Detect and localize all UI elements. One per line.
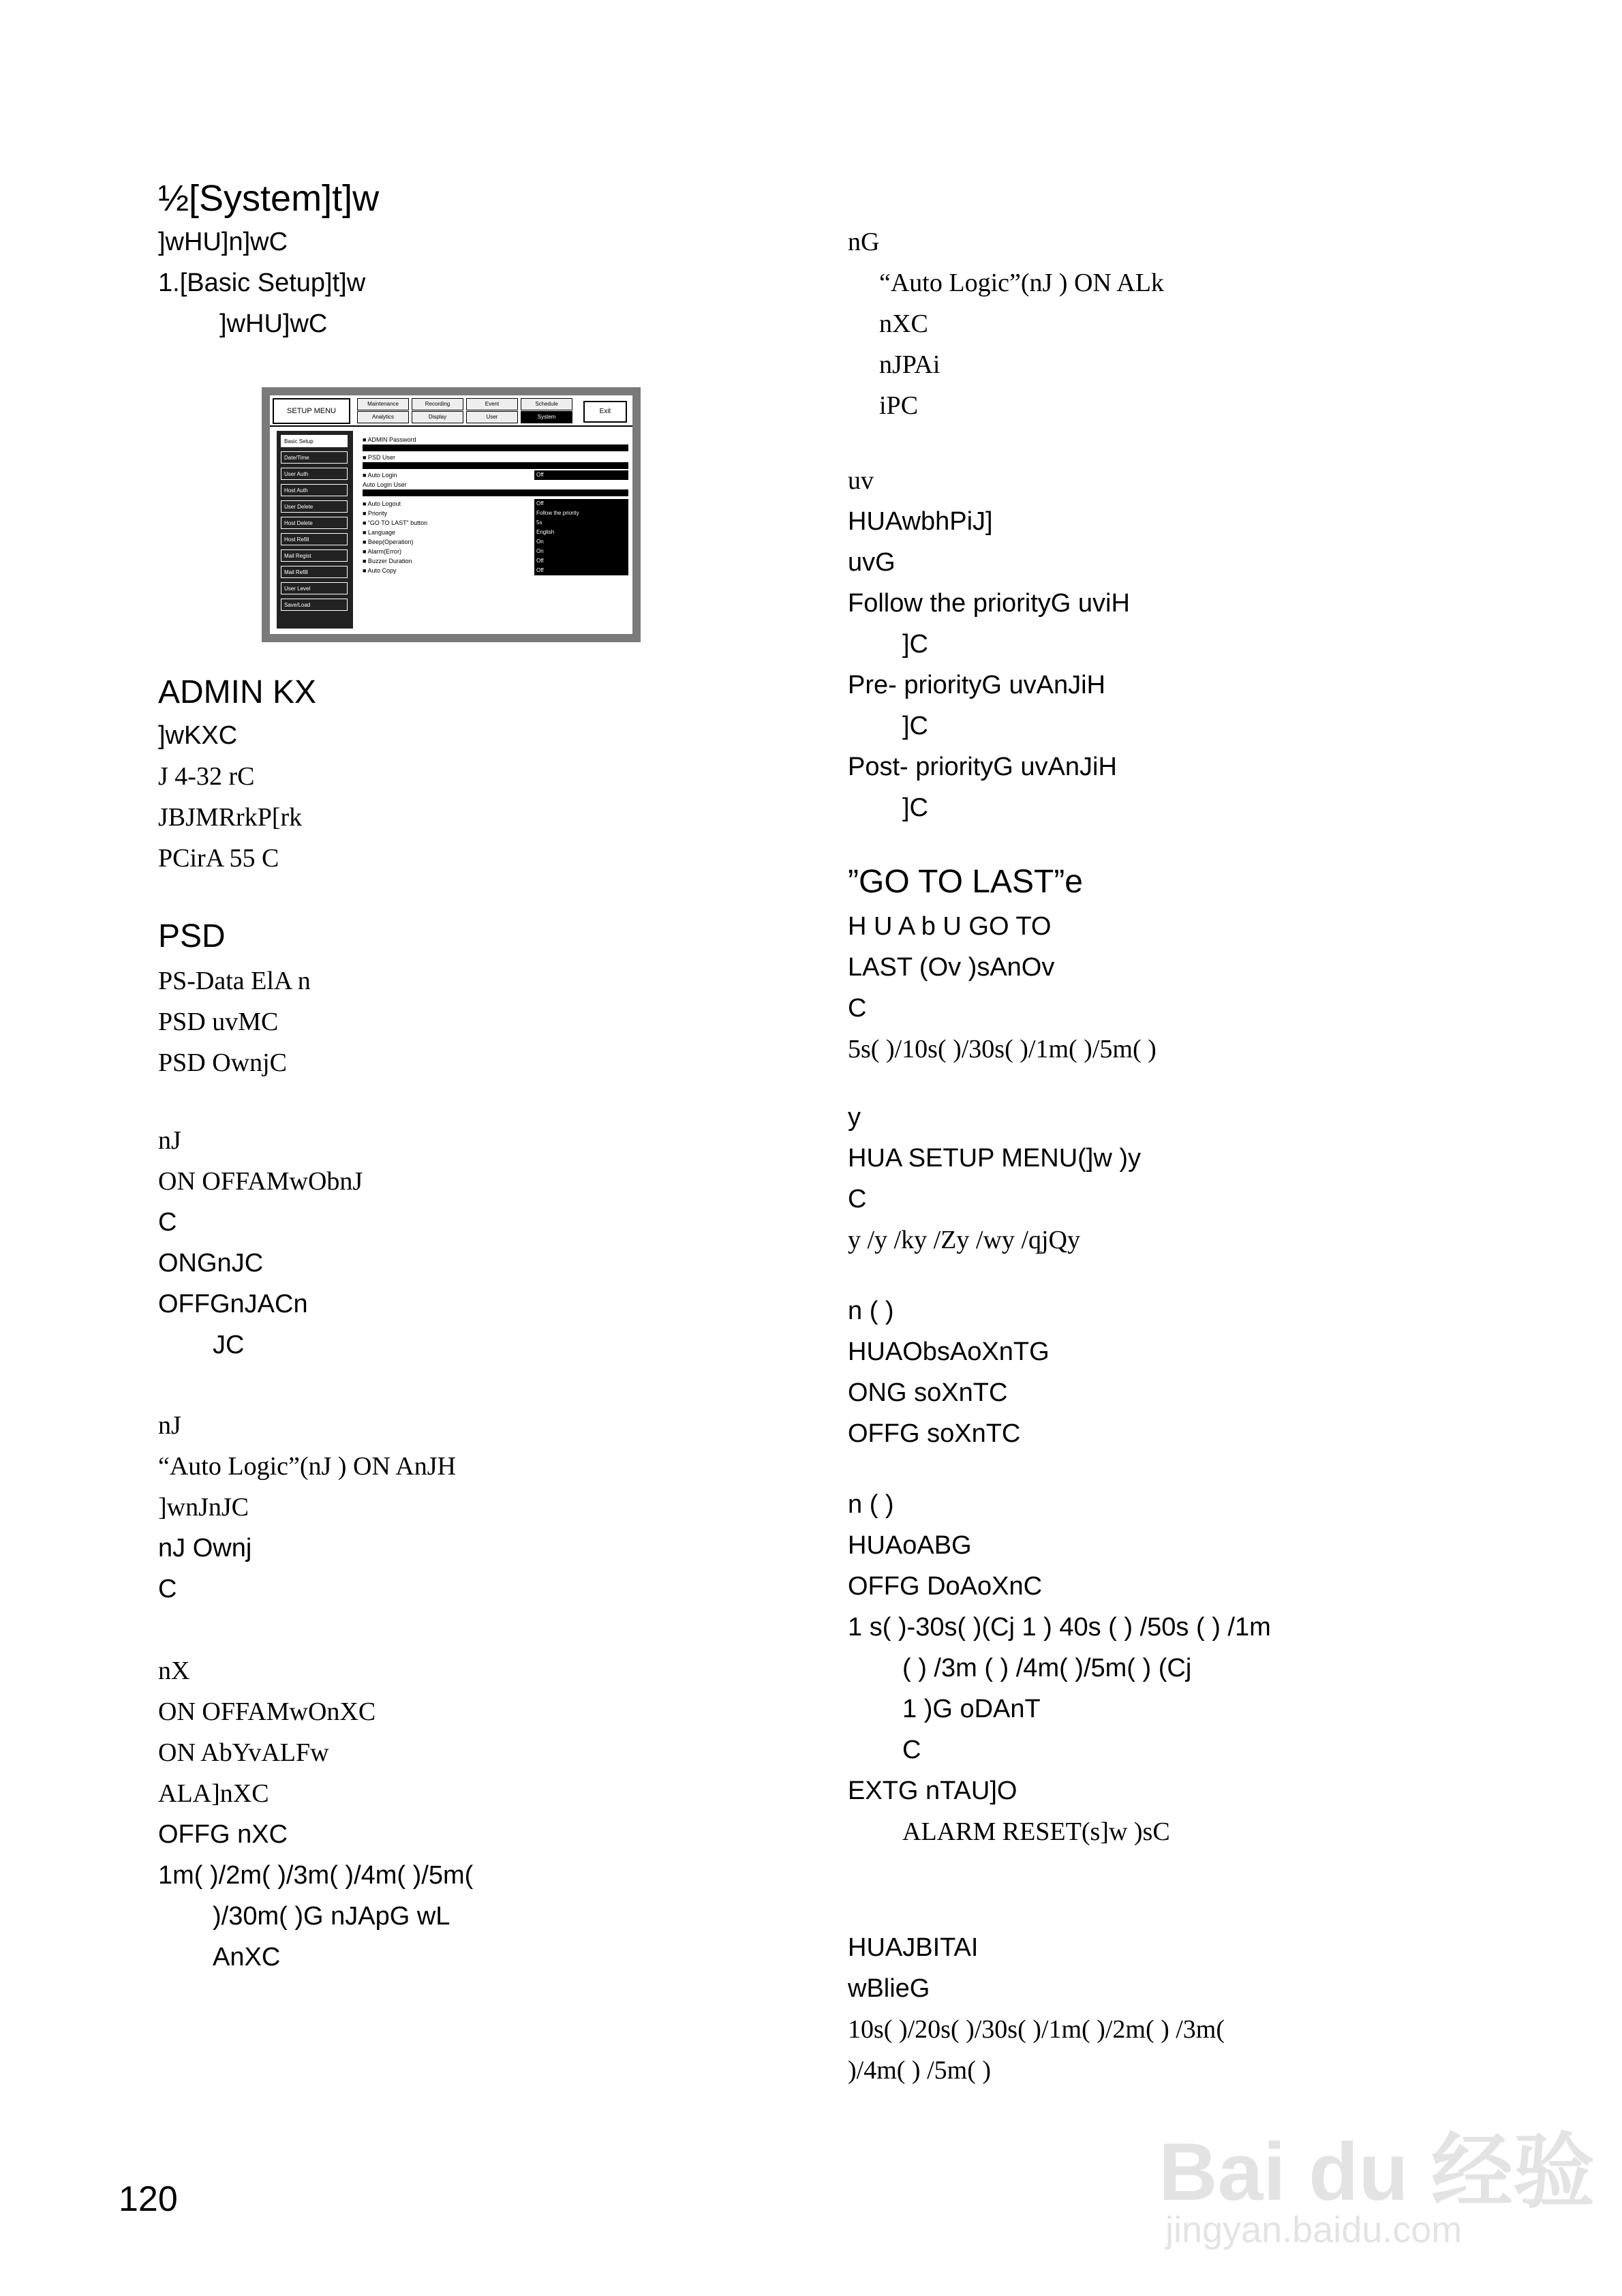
setting-label: ■ Auto Logout — [363, 500, 401, 507]
setting-value: 5s — [534, 518, 628, 528]
left-line: OFFG nXC — [158, 1820, 288, 1849]
setting-label: ■ Priority — [363, 510, 387, 517]
sidebar-item: Host Delete — [281, 517, 348, 529]
right-line: H U A b U GO TO — [848, 912, 1052, 941]
setup-tab: Event — [466, 398, 518, 410]
left-line: ]wKXC — [158, 721, 238, 750]
watermark-url: jingyan.baidu.com — [1165, 2209, 1463, 2250]
left-line: PCirA 55 C — [158, 844, 279, 873]
right-line: LAST (Ov )sAnOv — [848, 953, 1055, 982]
setting-label: ■ PSD User — [363, 454, 395, 461]
right-line: 5s( )/10s( )/30s( )/1m( )/5m( ) — [848, 1035, 1157, 1063]
left-line: PSD uvMC — [158, 1008, 279, 1036]
left-line: OFFGnJACn — [158, 1290, 308, 1318]
left-line: ON OFFAMwOnXC — [158, 1697, 376, 1726]
right-line: HUAwbhPiJ] — [848, 507, 993, 536]
left-line: nJ — [158, 1126, 181, 1155]
right-line: Pre- priorityG uvAnJiH — [848, 671, 1105, 699]
setting-value: Off — [534, 499, 628, 509]
setting-label: ■ “GO TO LAST” button — [363, 519, 428, 526]
left-line: AnXC — [213, 1943, 281, 1972]
setting-label: ■ Beep(Operation) — [363, 539, 414, 545]
setup-tab: System — [521, 411, 572, 423]
setup-tab: Analytics — [357, 411, 409, 423]
setup-menu-title: SETUP MENU — [273, 398, 350, 424]
left-line: PSD — [158, 918, 226, 954]
right-line: n ( ) — [848, 1297, 894, 1325]
right-line: y /y /ky /Zy /wy /qjQy — [848, 1226, 1080, 1254]
sidebar-item: Mail Refill — [281, 566, 348, 578]
page-number: 120 — [119, 2179, 178, 2219]
setting-value: Off — [534, 470, 628, 480]
right-line: nJPAi — [879, 350, 940, 379]
right-line: C — [848, 1185, 867, 1213]
right-line: ALARM RESET(s]w )sC — [902, 1817, 1170, 1846]
setup-menu-screenshot — [262, 387, 641, 642]
sidebar-item: Date/Time — [281, 451, 348, 464]
setting-label: ■ Auto Copy — [363, 567, 397, 574]
right-line: 1 )G oDAnT — [902, 1695, 1041, 1723]
right-line: OFFG DoAoXnC — [848, 1572, 1043, 1601]
setting-value: On — [534, 537, 628, 547]
left-line: ONGnJC — [158, 1249, 264, 1278]
setup-menu-panel — [270, 395, 632, 634]
setup-menu-tabbar — [270, 395, 632, 427]
right-line: C — [902, 1736, 921, 1764]
right-line: ]C — [902, 712, 928, 740]
setting-value: Off — [534, 566, 628, 575]
left-line: nX — [158, 1657, 190, 1685]
right-line: HUAObsAoXnTG — [848, 1338, 1050, 1366]
right-line: C — [848, 994, 867, 1023]
left-line: ]wHU]n]wC — [158, 228, 288, 256]
right-line: ]C — [902, 630, 928, 659]
right-line: uv — [848, 466, 874, 495]
sidebar-item: Basic Setup — [281, 435, 348, 447]
left-line: ½[System]t]w — [158, 178, 380, 219]
setting-value: English — [534, 528, 628, 537]
sidebar-item: Host Auth — [281, 484, 348, 496]
setting-label: ■ ADMIN Password — [363, 436, 416, 443]
left-line: nJ — [158, 1411, 181, 1440]
right-line: )/4m( ) /5m( ) — [848, 2056, 992, 2085]
right-line: nG — [848, 228, 880, 256]
right-line: uvG — [848, 548, 896, 577]
right-line: HUAJBITAI — [848, 1933, 979, 1962]
sidebar-item: Mail Regist — [281, 549, 348, 562]
sidebar-item: Host Refill — [281, 533, 348, 545]
setting-value: Off — [534, 556, 628, 566]
left-line: nJ Ownj — [158, 1534, 252, 1562]
left-line: 1.[Basic Setup]t]w — [158, 269, 366, 297]
left-line: JBJMRrkP[rk — [158, 803, 303, 832]
left-line: )/30m( )G nJApG wL — [213, 1902, 450, 1931]
right-line: 1 s( )-30s( )(Cj 1 ) 40s ( ) /50s ( ) /1m — [848, 1613, 1271, 1642]
right-line: ]C — [902, 794, 928, 822]
right-line: 10s( )/20s( )/30s( )/1m( )/2m( ) /3m( — [848, 2015, 1225, 2044]
left-line: ]wnJnJC — [158, 1493, 249, 1522]
left-line: ON OFFAMwObnJ — [158, 1167, 363, 1196]
right-line: y — [848, 1103, 861, 1132]
right-line: ( ) /3m ( ) /4m( )/5m( ) (Cj — [902, 1654, 1192, 1682]
setting-label: ■ Buzzer Duration — [363, 558, 412, 564]
input-field-bar — [363, 489, 628, 496]
left-line: “Auto Logic”(nJ ) ON AnJH — [158, 1452, 456, 1481]
right-line: iPC — [879, 391, 919, 420]
sidebar-item: User Level — [281, 582, 348, 594]
watermark-logo: Bai du 经验 — [1159, 2126, 1595, 2218]
left-line: JC — [213, 1331, 245, 1359]
left-line: ]wHU]wC — [219, 309, 328, 338]
setup-tab: Display — [412, 411, 463, 423]
right-line: HUA SETUP MENU(]w )y — [848, 1144, 1142, 1173]
right-line: nXC — [879, 309, 928, 338]
left-line: ALA]nXC — [158, 1779, 269, 1808]
setting-value: Follow the priority — [534, 509, 628, 518]
left-line: 1m( )/2m( )/3m( )/4m( )/5m( — [158, 1861, 474, 1890]
left-line: PS-Data ElA n — [158, 967, 311, 995]
setup-tab: User — [466, 411, 518, 423]
sidebar-item: Save/Load — [281, 599, 348, 611]
sidebar-item: User Delete — [281, 500, 348, 513]
input-field-bar — [363, 444, 628, 451]
right-line: OFFG soXnTC — [848, 1419, 1021, 1448]
baidu-watermark — [1152, 2100, 1595, 2270]
left-line: ADMIN KX — [158, 674, 317, 710]
left-line: PSD OwnjC — [158, 1048, 287, 1077]
setup-tab: Schedule — [521, 398, 572, 410]
right-line: “Auto Logic”(nJ ) ON ALk — [879, 269, 1164, 297]
right-line: n ( ) — [848, 1490, 894, 1519]
right-line: Follow the priorityG uviH — [848, 589, 1130, 618]
setting-value: On — [534, 547, 628, 556]
setup-tab: Maintenance — [357, 398, 409, 410]
right-line: Post- priorityG uvAnJiH — [848, 753, 1117, 781]
left-line: J 4-32 rC — [158, 762, 255, 791]
sidebar-item: User Auth — [281, 468, 348, 480]
input-field-bar — [363, 462, 628, 469]
right-line: ”GO TO LAST”e — [848, 864, 1083, 900]
exit-button: Exit — [583, 401, 627, 423]
setup-tab: Recording — [412, 398, 463, 410]
setting-label: ■ Auto Login — [363, 472, 397, 479]
setting-label: Auto Login User — [363, 481, 407, 488]
setting-label: ■ Alarm(Error) — [363, 548, 401, 555]
setting-label: ■ Language — [363, 529, 395, 536]
right-line: HUAoABG — [848, 1531, 972, 1560]
right-line: ONG soXnTC — [848, 1378, 1008, 1407]
right-line: wBlieG — [848, 1974, 930, 2003]
left-line: ON AbYvALFw — [158, 1738, 329, 1767]
setup-menu-sidebar — [277, 431, 353, 629]
left-line: C — [158, 1208, 177, 1237]
left-line: C — [158, 1575, 177, 1603]
right-line: EXTG nTAU]O — [848, 1777, 1017, 1805]
